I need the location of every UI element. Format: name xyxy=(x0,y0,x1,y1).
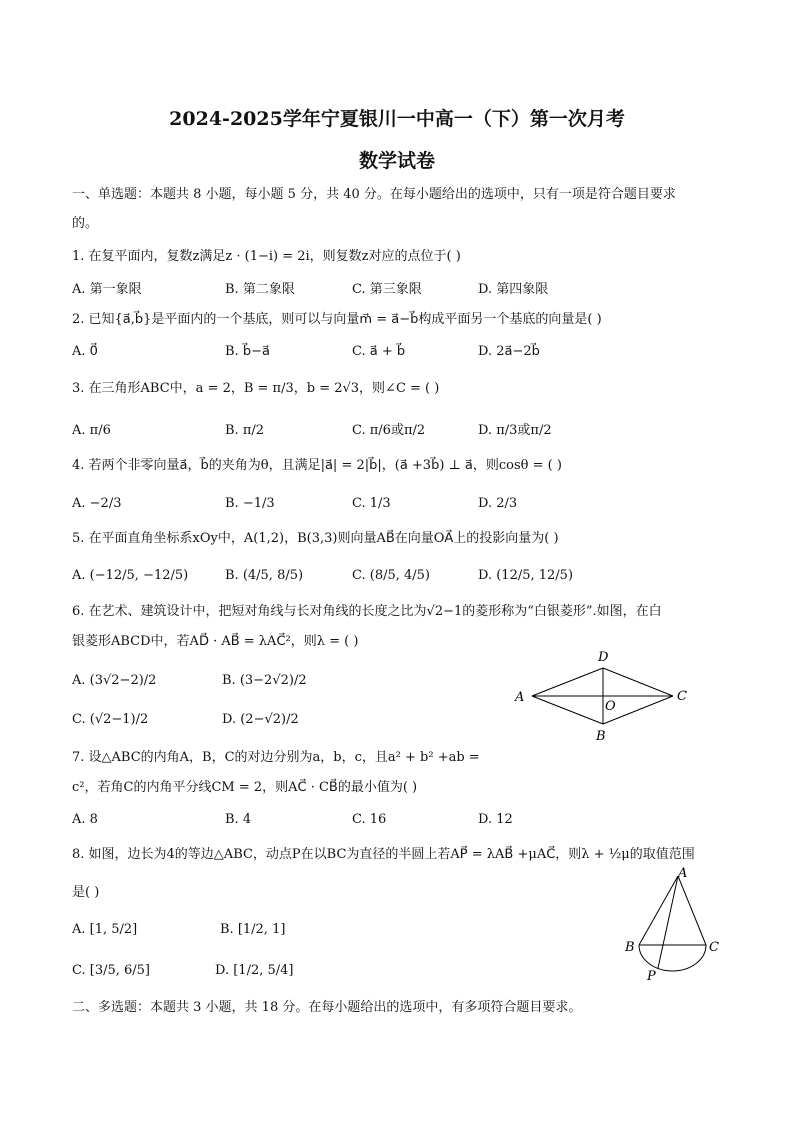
q7-option-d: D. 12 xyxy=(478,812,513,827)
question-4: 4. 若两个非零向量a⃗，b⃗的夹角为θ，且满足|a⃗| = 2|b⃗|，(a⃗ +3b⃗) ⊥ a⃗，则cosθ = ( ) xyxy=(72,458,562,473)
question-7-cont: c²，若角C的内角平分线CM = 2，则AC⃗ · CB⃗的最小值为( ) xyxy=(72,780,418,795)
q8-option-c: C. [3/5, 6/5] xyxy=(72,963,150,978)
q5-option-a: A. (−12/5, −12/5) xyxy=(72,568,189,583)
question-5: 5. 在平面直角坐标系xOy中，A(1,2)，B(3,3)则向量AB⃗在向量OA⃗上的投影向量为( ) xyxy=(72,531,559,546)
q8-option-d: D. [1/2, 5/4] xyxy=(215,963,294,978)
rhombus-label-d: D xyxy=(598,650,609,665)
question-8-cont: 是( ) xyxy=(72,885,100,900)
rhombus-label-c: C xyxy=(677,689,687,704)
triangle-label-p: P xyxy=(647,969,656,984)
q2-option-b: B. b⃗−a⃗ xyxy=(225,344,270,359)
q6-option-a: A. (3√2−2)/2 xyxy=(72,673,157,688)
question-8: 8. 如图，边长为4的等边△ABC，动点P在以BC为直径的半圆上若AP⃗ = λAB⃗ +μAC⃗，则λ + ½μ的取值范围 xyxy=(72,847,695,862)
question-1: 1. 在复平面内，复数z满足z · (1−i) = 2i，则复数z对应的点位于( ) xyxy=(72,249,461,264)
q7-option-b: B. 4 xyxy=(225,812,252,827)
q2-option-a: A. 0⃗ xyxy=(72,344,98,359)
triangle-label-c: C xyxy=(709,940,719,955)
q8-option-a: A. [1, 5/2] xyxy=(72,922,138,937)
exam-title: 2024-2025学年宁夏银川一中高一（下）第一次月考 xyxy=(169,108,625,130)
section1-heading: 一、单选题：本题共 8 小题，每小题 5 分，共 40 分。在每小题给出的选项中，只有一项是符合题目要求 xyxy=(72,187,676,202)
q4-option-a: A. −2/3 xyxy=(72,496,122,511)
rhombus-label-a: A xyxy=(515,690,525,705)
q5-option-d: D. (12/5, 12/5) xyxy=(478,568,574,583)
rhombus-label-b: B xyxy=(596,729,606,744)
rhombus-figure xyxy=(508,646,698,746)
rhombus-label-o: O xyxy=(605,699,616,714)
exam-subtitle: 数学试卷 xyxy=(358,150,435,172)
triangle-label-a: A xyxy=(678,866,688,881)
q5-option-b: B. (4/5, 8/5) xyxy=(225,568,304,583)
q3-option-b: B. π/2 xyxy=(225,423,265,438)
q4-option-d: D. 2/3 xyxy=(478,496,518,511)
section2-heading: 二、多选题：本题共 3 小题，共 18 分。在每小题给出的选项中，有多项符合题目要求。 xyxy=(72,1000,582,1015)
q3-option-a: A. π/6 xyxy=(72,423,111,438)
triangle-label-b: B xyxy=(625,940,635,955)
q4-option-c: C. 1/3 xyxy=(352,496,391,511)
triangle-semicircle-figure xyxy=(618,862,728,987)
q7-option-a: A. 8 xyxy=(72,812,98,827)
question-3: 3. 在三角形ABC中，a = 2，B = π/3，b = 2√3，则∠C = ( ) xyxy=(72,381,440,396)
q8-option-b: B. [1/2, 1] xyxy=(220,922,286,937)
q5-option-c: C. (8/5, 4/5) xyxy=(352,568,430,583)
q6-option-b: B. (3−2√2)/2 xyxy=(222,673,307,688)
q3-option-d: D. π/3或π/2 xyxy=(478,423,552,438)
q6-option-c: C. (√2−1)/2 xyxy=(72,712,149,727)
q1-option-d: D. 第四象限 xyxy=(478,282,549,297)
q2-option-c: C. a⃗ + b⃗ xyxy=(352,344,406,359)
q2-option-d: D. 2a⃗−2b⃗ xyxy=(478,344,540,359)
q3-option-c: C. π/6或π/2 xyxy=(352,423,426,438)
question-6: 6. 在艺术、建筑设计中，把短对角线与长对角线的长度之比为√2−1的菱形称为“白银菱形”.如图，在白 xyxy=(72,604,662,619)
question-7: 7. 设△ABC的内角A，B，C的对边分别为a，b，c，且a² + b² +ab = xyxy=(72,750,480,765)
question-6-cont: 银菱形ABCD中，若AD⃗ · AB⃗ = λAC⃗²，则λ = ( ) xyxy=(72,634,359,649)
q1-option-b: B. 第二象限 xyxy=(225,282,295,297)
q7-option-c: C. 16 xyxy=(352,812,387,827)
q1-option-a: A. 第一象限 xyxy=(72,282,142,297)
q6-option-d: D. (2−√2)/2 xyxy=(222,712,299,727)
q4-option-b: B. −1/3 xyxy=(225,496,275,511)
section1-heading-cont: 的。 xyxy=(72,216,99,231)
q1-option-c: C. 第三象限 xyxy=(352,282,422,297)
question-2: 2. 已知{a⃗,b⃗}是平面内的一个基底，则可以与向量m⃗ = a⃗−b⃗构成平面另一个基底的向量是( ) xyxy=(72,312,602,327)
